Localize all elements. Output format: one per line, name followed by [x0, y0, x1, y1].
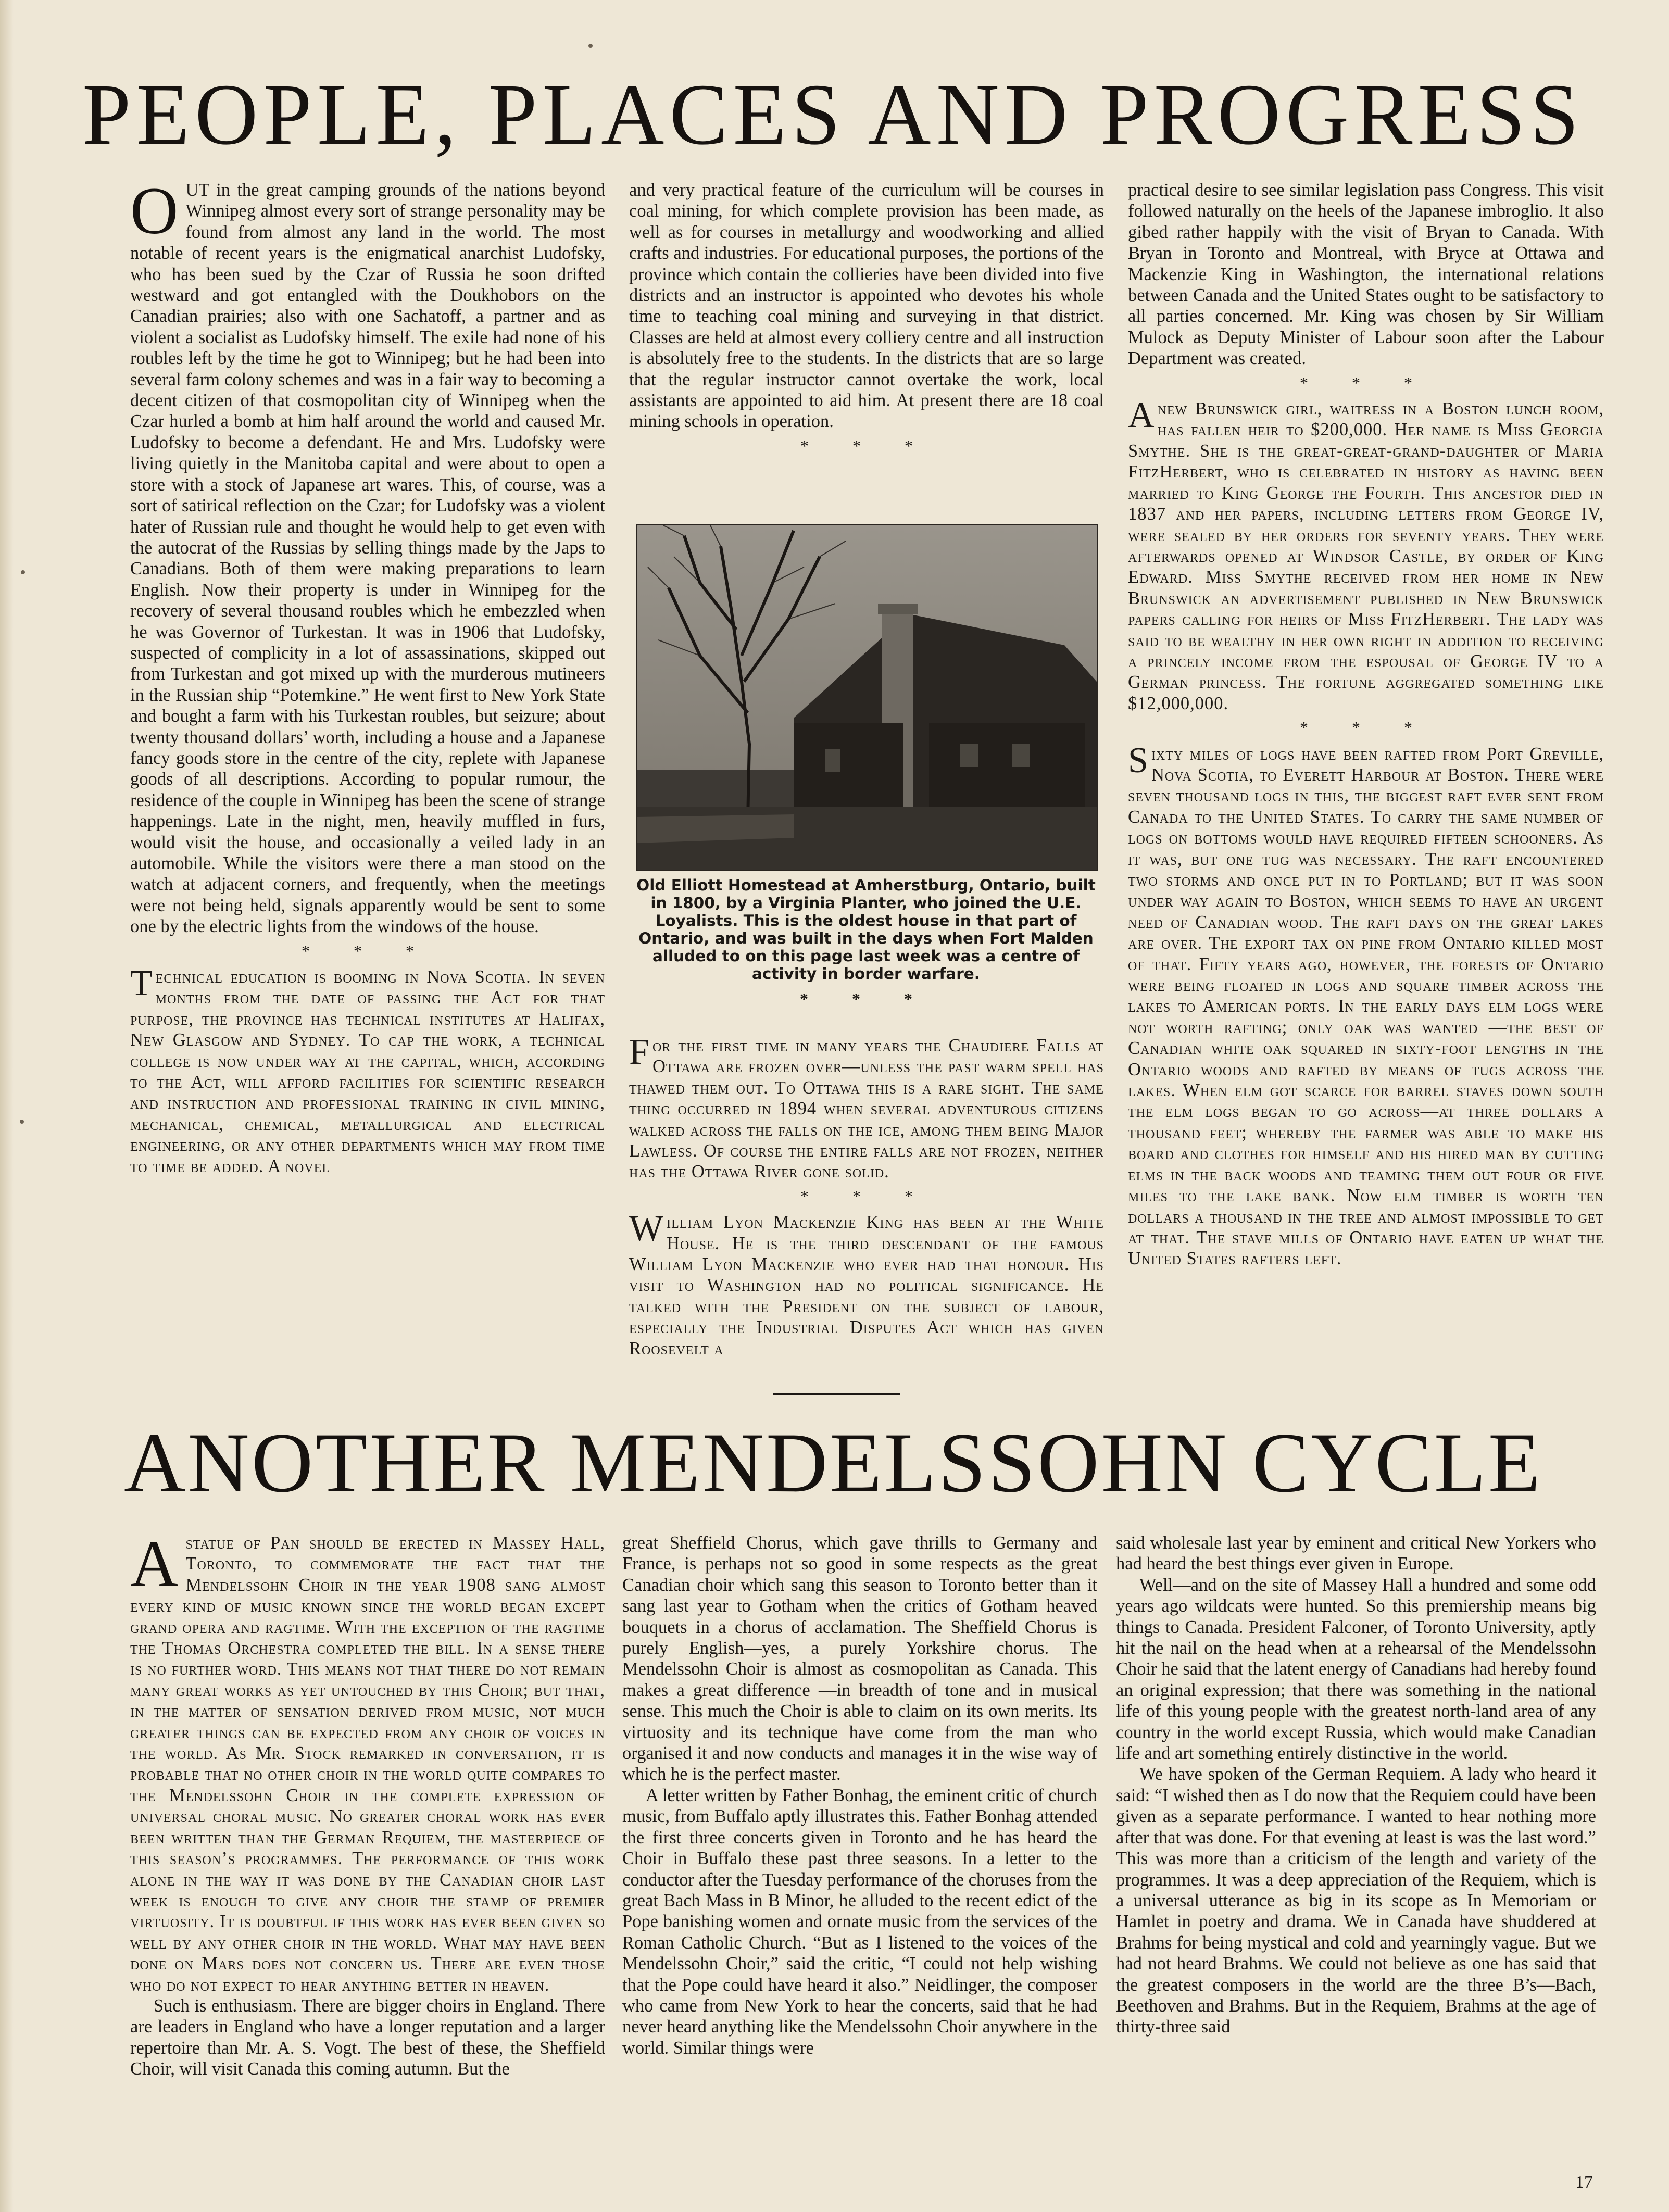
section-separator: * * * — [800, 989, 932, 1008]
page-speck — [20, 1120, 24, 1124]
drop-cap: A — [1128, 395, 1155, 436]
article-technical-text: echnical education is booming in Nova Scotia. In seven months from the date of passing the Act for that purpose, the province has technical institutes at Halifax, New Glasgow and Sydney. To cap the work, a technical college is now under way at the capital, which, according to the Act, will afford facilities for scientific research and instruction and professional training in civil mining, mechanical, chemical, metallurgical and electrical engineering, or any other departments which may from time to time be added. A novel — [130, 967, 605, 1176]
headline-people-places-progress: PEOPLE, PLACES AND PROGRESS — [82, 66, 1584, 163]
section-separator: * * * — [302, 941, 434, 960]
section-separator: * * * — [1300, 718, 1432, 737]
section2-column-2 — [622, 1532, 1097, 2194]
section1-column-2 — [629, 180, 1104, 513]
old-elliott-homestead-image — [637, 525, 1097, 870]
photo-caption-text: Old Elliott Homestead at Amherstburg, Ontario, built in 1800, by a Virginia Planter, who joined the U.E. Loyalists. This is the oldest house in that part of Ontario, and was built in the days when Fort Malden alluded to on this page last week was a centre of activity in border warfare. — [636, 876, 1096, 983]
article-technical — [130, 963, 605, 1177]
drop-cap: W — [629, 1209, 664, 1249]
article-georgia-smythe-text: new Brunswick girl, waitress in a Boston lunch room, has fallen heir to $200,000. Her name is Miss Georgia Smythe. She is the great-great-grand-daughter of Maria FitzHerbert, who is celebrated in history as having been married to King George the Fourth. This ancestor died in 1837 and her papers, including letters from George IV, were sealed by her orders for seventy years. They were afterwards opened at Windsor Castle, by order of King Edward. Miss Smythe received from her home in New Brunswick an advertisement published in New Brunswick papers calling for heirs of Miss FitzHerbert. The lady was said to be wealthy in her own right in addition to receiving a princely income from the espousal of George IV to a German princess. The fortune aggregated something like $12,000,000. — [1128, 399, 1604, 713]
article-coal-mining: and very practical feature of the curriculum will be courses in coal mining, for which complete provision has been made, as well as for courses in metallurgy and woodworking and allied crafts and industries. For educational purposes, the portions of the province which contain the collieries have been divided into five districts and an instructor is appointed who devotes his whole time to teaching coal mining and surveying in that district. Classes are held at almost every colliery centre and all instruction is absolutely free to the students. In the districts that are so large that the regular instructor cannot overtake the work, local assistants are appointed to aid him. At present there are 18 coal mining schools in operation. — [629, 180, 1104, 432]
paragraph-father-bonhag: A letter written by Father Bonhag, the eminent critic of church music, from Buffalo aptly illustrates this. Father Bonhag attended the first three concerts given in Toronto and he has heard the Choir in Buffalo these past three seasons. In a letter to the conductor after the Tuesday performance of the choruses from the great Bach Mass in B Minor, he alluded to the recent edict of the Pope banishing women and ornate music from the services of the Roman Catholic Church. “But as I listened to the voices of the Mendelssohn Choir,” said the critic, “I could not help wishing that the Pope could have heard it also.” Neidlinger, the composer who came from New York to hear the concerts, said that he had never heard anything like the Mendelssohn Choir anywhere in the world. Similar things were — [622, 1785, 1097, 2058]
drop-cap: A — [130, 1532, 179, 1601]
article-chaudiere-falls-text: or the first time in many years the Chaudiere Falls at Ottawa are frozen over—unless the past warm spell has thawed them out. To Ottawa this is a rare sight. The same thing occurred in 1894 when several adventurous citizens walked across the falls on the ice, among them being Major Lawless. Of course the entire falls are not frozen, neither has the Ottawa River gone solid. — [629, 1036, 1104, 1182]
article-chaudiere-falls — [629, 1035, 1104, 1183]
article-georgia-smythe — [1128, 395, 1604, 714]
homestead-photo — [636, 524, 1098, 871]
section-separator: * * * — [800, 1186, 933, 1205]
drop-cap: O — [130, 180, 179, 248]
article-mackenzie-king-text: illiam Lyon Mackenzie King has been at the White House. He is the third descendant of the famous William Lyon Mackenzie who ever had that honour. His visit to Washington had no political significance. He talked with the President on the subject of labour, especially the Industrial Disputes Act which has given Roosevelt a — [629, 1212, 1104, 1359]
drop-cap: F — [629, 1035, 649, 1072]
page-edge — [0, 0, 14, 2212]
article-ludofsky-text: UT in the great camping grounds of the nations beyond Winnipeg almost every sort of strange personality may be found from almost any land in the world. The most notable of recent years is the enigmatical anarchist Ludofsky, who has been sued by the Czar of Russia he soon drifted westward and got entangled with the Doukhobors on the Canadian prairies; also with one Sachatoff, a partner and as violent a socialist as Ludofsky himself. The exile had none of his roubles left by the time he got to Winnipeg; but he had been into several farm colony schemes and was in a fair way to becoming a decent citizen of that cosmopolitan city of Winnipeg when the Czar hurled a bomb at him half around the world and caused Mr. Ludofsky to become a defendant. He and Mrs. Ludofsky were living quietly in the Manitoba capital and were about to open a store with a stock of Japanese art wares. This, of course, was a sort of satirical reflection on the Czar; for Ludofsky was a violent hater of Russian rule and thought he would help to get even with the autocrat of the Russias by selling things made by the Japs to Canadians. Both of them were making preparations to learn English. Now their property is under in Winnipeg for the recovery of several thousand roubles which he embezzled when he was Governor of Turkestan. It was in 1906 that Ludofsky, suspected of complicity in a lot of assassinations, skipped out from Turkestan and got mixed up with the murderous mutineers in the Russian ship “Potemkine.” He went first to New York State and bought a farm with his Turkestan roubles, but seizure; about twenty thousand dollars’ worth, including a house and a Japanese fancy goods store in the centre of the city, replete with Japanese goods of all descriptions. According to popular rumour, the residence of the couple in Winnipeg has been the scene of strange happenings. Late in the night, men, heavily muffled in furs, would visit the house, and occasionally a veiled lady in an automobile. While the visitors were there a man stood on the watch at adjacent corners, and frequently, when the meetings were not being held, signals apparently would be sent to some one by the electric lights from the windows of the house. — [130, 180, 605, 937]
article-mackenzie-king — [629, 1209, 1104, 1359]
section-separator: * * * — [800, 436, 933, 455]
section-separator: * * * — [1300, 373, 1432, 392]
paragraph-massey-hall: Well—and on the site of Massey Hall a hundred and some odd years ago wildcats were hunted. So this premiership means big things to Canada. President Falconer, of Toronto University, aptly hit the nail on the head when at a rehearsal of the Mendelssohn Choir he said that the latent energy of Canadians had hereby found an original expression; that there was something in the national life of this young people with the greatest north-land area of any country in the world except Russia, which would make Canadian life and art something entirely distinctive in the world. — [1116, 1575, 1596, 1764]
section1-column-3 — [1128, 180, 1604, 1385]
headline-another-mendelssohn-cycle: ANOTHER MENDELSSOHN CYCLE — [124, 1416, 1542, 1510]
page-speck — [588, 44, 593, 48]
section2-column-1 — [130, 1532, 605, 2194]
article-log-raft-text: ixty miles of logs have been rafted from Port Greville, Nova Scotia, to Everett Harbour at Boston. There were seven thousand logs in this, the biggest raft ever sent from Canada to the United States. To carry the same number of logs on bottoms would have required fifteen schooners. As it was, but one tug was necessary. The raft encountered two storms and once put in to Portland; but it was soon under way again to Boston, which seems to have an urgent need of Canadian wood. The raft days on the great lakes are over. The export tax on pine from Ontario killed most of that. Fifty years ago, however, the forests of Ontario were being floated in logs and square timber across the lakes to American ports. In the early days elm logs were not worth rafting; only oak was wanted —the best of Canadian white oak squared in sixty-foot lengths in the Ontario woods and rafted by means of tugs across the lakes. When elm got scarce for barrel staves down south the elm logs began to go across—at three dollars a thousand feet; whereby the farmer was able to make his board and clothes for himself and his hired man by cutting elms in the back woods and teaming them out four or five miles to the lake bank. Now elm timber is worth ten dollars a thousand in the tree and almost impossible to get at that. The stave mills of Ontario have eaten up what the United States rafters left. — [1128, 744, 1604, 1269]
paragraph-new-yorkers: said wholesale last year by eminent and critical New Yorkers who had heard the best things ever given in Europe. — [1116, 1533, 1596, 1574]
article-statue-of-pan — [130, 1532, 605, 1995]
paragraph-sheffield-chorus: great Sheffield Chorus, which gave thrills to Germany and France, is perhaps not so good in some respects as the great Canadian choir which sang this season to Toronto better than it sang last year to Gotham when the critics of Gotham heaved bouquets in a chorus of acclamation. The Sheffield Chorus is purely English—yes, a purely Yorkshire chorus. The Mendelssohn Choir is almost as cosmopolitan as Canada. This makes a great difference —in breadth of tone and in musical sense. This much the Choir is able to claim on its own merits. Its virtuosity and its technique have come from the man who organised it and now conducts and manages it in the wise way of which he is the perfect master. — [622, 1533, 1097, 1784]
paragraph-enthusiasm: Such is enthusiasm. There are bigger choirs in England. There are leaders in England who have a longer reputation and a larger repertoire than Mr. A. S. Vogt. The best of these, the Sheffield Choir, will visit Canada this coming autumn. But the — [130, 1995, 605, 2079]
article-log-raft — [1128, 740, 1604, 1270]
section2-column-3 — [1116, 1532, 1596, 2168]
article-ludofsky — [130, 180, 605, 937]
paragraph-german-requiem: We have spoken of the German Requiem. A lady who heard it said: “I wished then as I do now that the Requiem could have been given as a separate performance. I wanted to hear nothing more after that was done. For that evening at least is was the last word.” This was more than a criticism of the length and variety of the programmes. It was a deep appreciation of the Requiem, which is a universal utterance as big in its scope as In Memoriam or Hamlet in poetry and drama. We in Canada have shuddered at Brahms for being mystical and cold and yearningly vague. But we had not heard Brahms. We could not believe as one has said that the greatest composers in the world are the three B’s—Bach, Beethoven and Brahms. But in the Requiem, Brahms at the age of thirty-three said — [1116, 1764, 1596, 2037]
article-king-washington: practical desire to see similar legislation pass Congress. This visit followed naturally on the heels of the Japanese imbroglio. It also gibed rather happily with the visit of Bryan to Canada. With Bryan in Toronto and Montreal, with Bryce at Ottawa and Mackenzie King in Washington, the international relations between Canada and the United States ought to be satisfactory to all parties concerned. Mr. King was chosen by Sir William Mulock as Deputy Minister of Labour soon after the Labour Department was created. — [1128, 180, 1604, 369]
page-speck — [21, 570, 25, 574]
drop-cap: S — [1128, 740, 1148, 781]
section1-column-1 — [130, 180, 605, 1385]
photo-caption — [628, 876, 1104, 1008]
drop-cap: T — [130, 963, 153, 1004]
article-statue-of-pan-text: statue of Pan should be erected in Massey Hall, Toronto, to commemorate the fact that the Mendelssohn Choir in the year 1908 sang almost every kind of music known since the world began except grand opera and ragtime. With the exception of the ragtime the Thomas Orchestra completed the bill. In a sense there is no further word. This means not that there do not remain many great works as yet untouched by this Choir; but that, in the matter of sensation derived from music, not much greater things can be expected from any choir of voices in the world. As Mr. Stock remarked in conversation, it is probable that no other choir in the world quite compares to the Mendelssohn Choir in the complete expression of universal choral music. No greater choral work has ever been written than the German Requiem, the masterpiece of this season’s programmes. The performance of this work alone in the way it was done by the Canadian choir last week is enough to give any choir the stamp of premier virtuosity. It is doubtful if this work has ever been given so well by any other choir in the world. What may have been done on Mars does not concern us. There are even those who do not expect to hear anything better in heaven. — [130, 1533, 605, 1995]
section-divider-rule — [773, 1393, 900, 1395]
page-number: 17 — [1575, 2172, 1593, 2192]
section1-column-2-lower — [629, 1035, 1104, 1385]
